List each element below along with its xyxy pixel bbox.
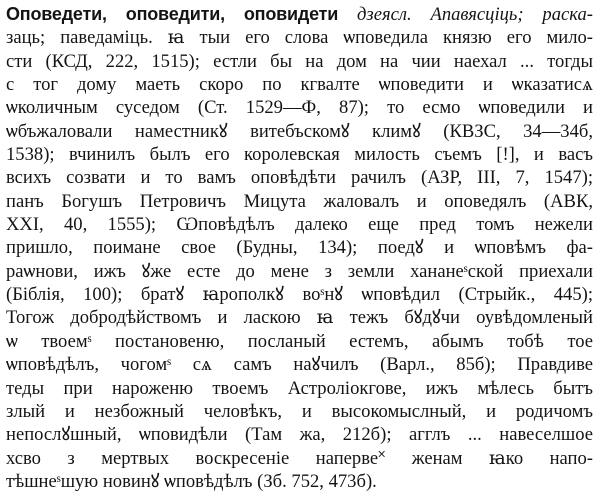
entry-line: раѡнови, ижъ ꙋже есте до мене з земли хананеˢской приехали bbox=[6, 260, 593, 282]
entry-line: пришло, поимане свое (Будны, 134); поедꙋ и ѡповѣмъ фа- bbox=[6, 237, 593, 259]
entry-line: ѡ твоемˢ постановеню, посланый естемъ, абымъ тобѣ тое bbox=[6, 330, 593, 352]
entry-line: 1538); вчинилъ былъ его королевская милость съемъ [!], и васъ bbox=[6, 144, 593, 166]
entry-line-1 bbox=[6, 3, 593, 26]
entry-line: заць; паведаміць. ꙗ тыи его слова ѡповедила князю его мило- bbox=[6, 27, 593, 49]
entry-line: сти (КСД, 222, 1515); естли бы на дом на чии наехал ... тогды bbox=[6, 50, 593, 72]
entry-line: тѣшнеˢшую новинꙋ ѡповѣдѣлъ (Зб. 752, 473б). bbox=[6, 470, 377, 492]
entry-line: всихъ созвати и то вамъ оповѣдѣти рачилъ (АЗР, III, 7, 1547); bbox=[6, 167, 593, 189]
gloss-text: Апавясціць; раска- bbox=[430, 4, 593, 25]
entry-line: Тогож добродѣйствомъ и ласкою ꙗ тежъ бꙋдꙋчи оувѣдомленый bbox=[6, 307, 593, 329]
entry-line: ѡповѣдѣлъ, чогомˢ сѧ самъ наꙋчилъ (Варл., 85б); Правдиве bbox=[6, 354, 593, 376]
entry-line: (Біблія, 100); братꙋ ꙗрополкꙋ воˢнꙋ ѡповѣдил (Стрыйк., 445); bbox=[6, 284, 593, 306]
entry-line: XXI, 40, 1555); Ѡповѣдѣлъ далеко еще пред томъ нежели bbox=[6, 214, 593, 236]
grammar-label: дзеясл. bbox=[357, 4, 412, 25]
entry-headword: Оповедети, оповедити, оповидети bbox=[6, 4, 339, 24]
entry-line: злый и незбожный человѣкъ, и высокомыслный, и родичомъ bbox=[6, 400, 593, 422]
entry-line: теды при нароженю твоемъ Астроліокгове, ижъ мѣлесь бытъ bbox=[6, 377, 593, 399]
entry-line: с тог дому маеть скоро по кгвалте ѡповедити и ѡказатисѧ bbox=[6, 74, 593, 96]
entry-line: непослꙋшный, ѡповидѣли (Там жа, 212б); агглъ ... навеселшое bbox=[6, 424, 593, 446]
entry-line: хсво з мертвых воскресеніе наперве˟ женам ꙗко напо- bbox=[6, 447, 593, 469]
entry-line: панъ Богушъ Петровичъ Мицута жаловалъ и оповедялъ (АВК, bbox=[6, 190, 593, 212]
entry-line: ѡколичным суседом (Ст. 1529—Ф, 87); то есмо ѡповедили и bbox=[6, 97, 593, 119]
entry-line: ѡбъжаловали наместникꙋ витебъскомꙋ климꙋ (КВЗС, 34—34б, bbox=[6, 120, 593, 142]
